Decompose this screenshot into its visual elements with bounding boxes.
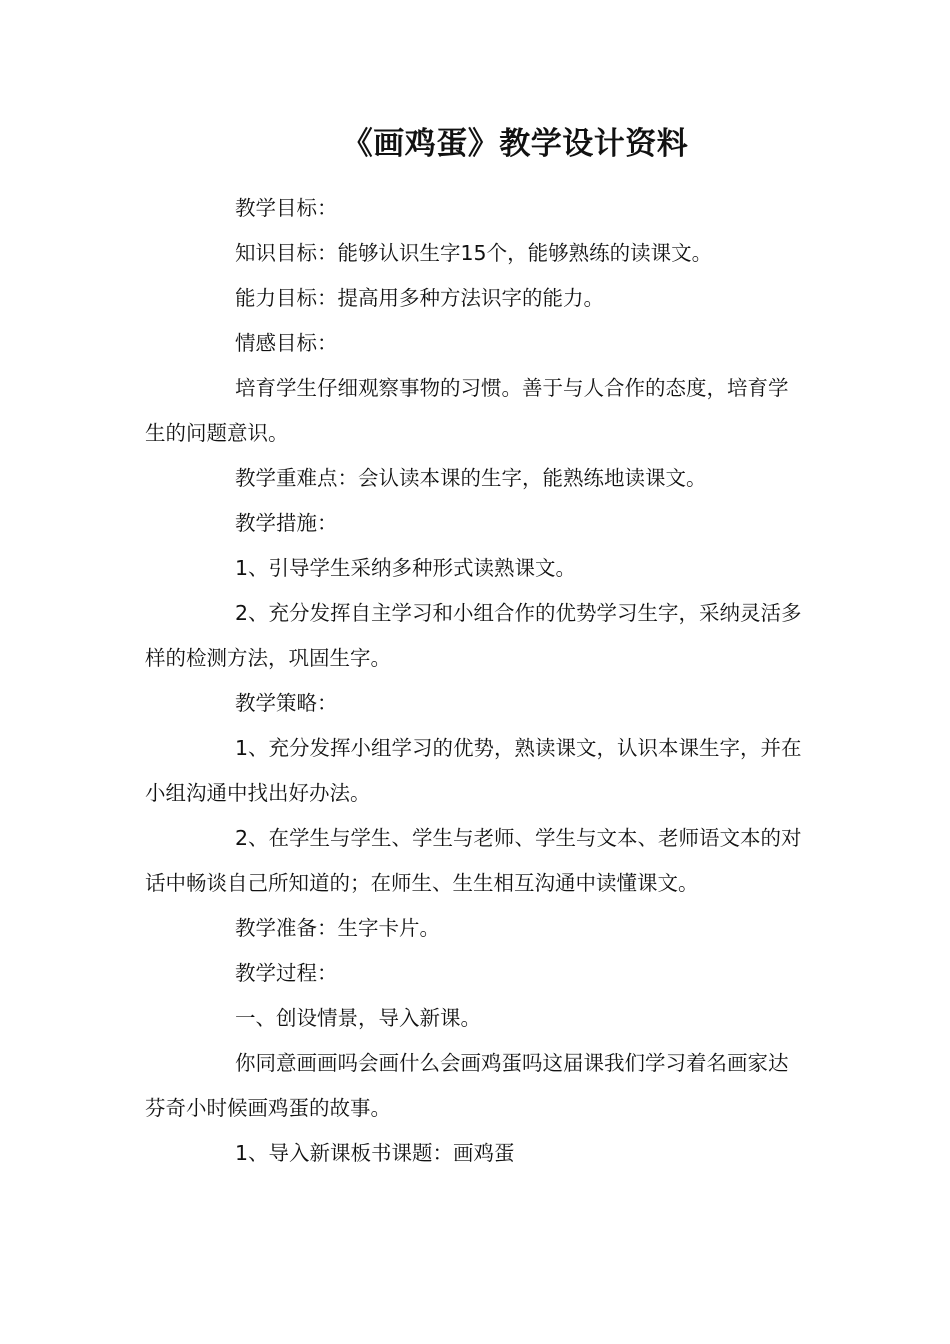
- paragraph: 1、导入新课板书课题：画鸡蛋: [235, 1141, 515, 1165]
- paragraph: 知识目标：能够认识生字15个，能够熟练的读课文。: [235, 241, 713, 265]
- paragraph: 教学准备：生字卡片。: [235, 916, 440, 940]
- paragraph: 1、充分发挥小组学习的优势，熟读课文，认识本课生字，并在小组沟通中找出好办法。: [145, 736, 802, 805]
- paragraph: 2、在学生与学生、学生与老师、学生与文本、老师语文本的对话中畅谈自己所知道的；在师生、生生相互沟通中读懂课文。: [145, 826, 802, 895]
- paragraph: 能力目标：提高用多种方法识字的能力。: [235, 286, 604, 310]
- paragraph: 培育学生仔细观察事物的习惯。善于与人合作的态度，培育学生的问题意识。: [145, 376, 789, 445]
- paragraph: 情感目标：: [235, 331, 338, 355]
- paragraph: 一、创设情景，导入新课。: [235, 1006, 481, 1030]
- document-title: 《画鸡蛋》教学设计资料: [341, 126, 689, 162]
- paragraph: 你同意画画吗会画什么会画鸡蛋吗这届课我们学习着名画家达芬奇小时候画鸡蛋的故事。: [145, 1051, 789, 1120]
- document-body: [145, 186, 807, 1176]
- paragraph: 教学过程：: [235, 961, 338, 985]
- paragraph: 1、引导学生采纳多种形式读熟课文。: [235, 556, 577, 580]
- paragraph: 教学措施：: [235, 511, 338, 535]
- paragraph: 2、充分发挥自主学习和小组合作的优势学习生字，采纳灵活多样的检测方法，巩固生字。: [145, 601, 802, 670]
- paragraph: 教学重难点：会认读本课的生字，能熟练地读课文。: [235, 466, 707, 490]
- paragraph: 教学策略：: [235, 691, 338, 715]
- paragraph: 教学目标：: [235, 196, 338, 220]
